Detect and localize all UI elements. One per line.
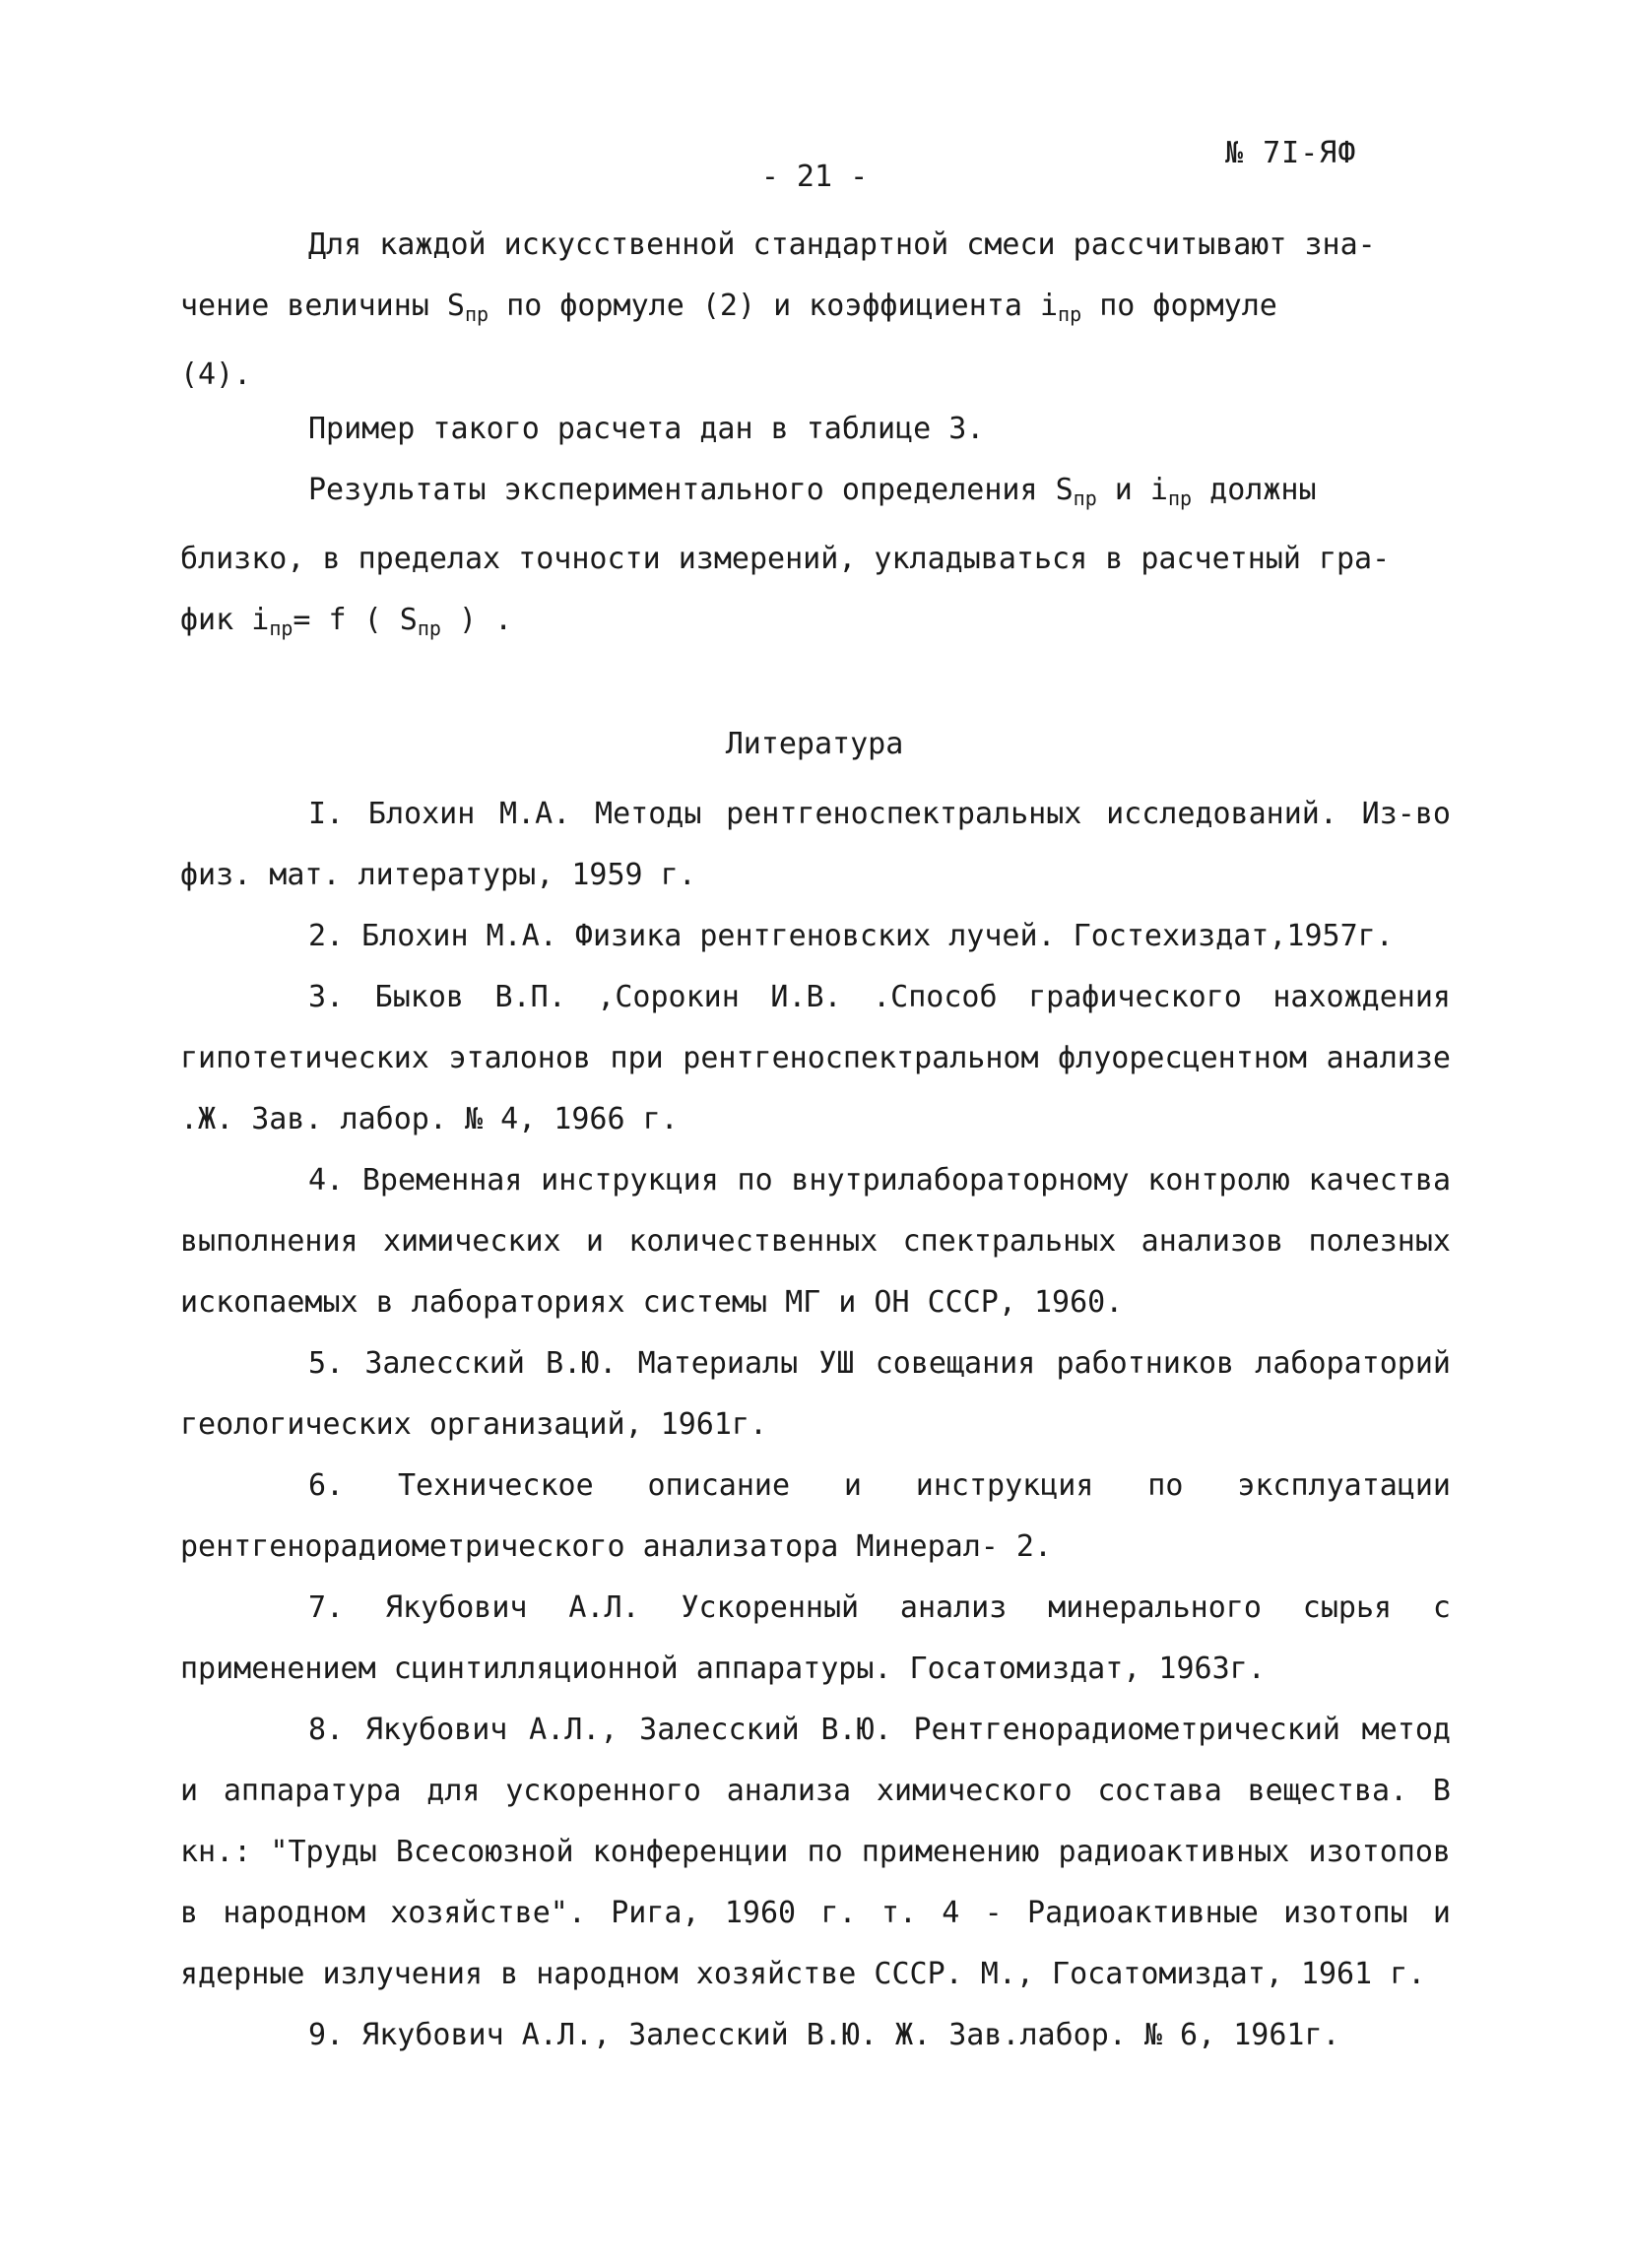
doc-code: № 7I-ЯФ xyxy=(1225,136,1357,170)
p3-line-3 xyxy=(180,603,513,640)
p3-text-d: фик i xyxy=(180,603,270,637)
paragraph-2: Пример такого расчета дан в таблице 3. xyxy=(308,412,985,446)
p1-line-2 xyxy=(180,289,1277,326)
p3-sub-2: пр xyxy=(1168,486,1193,510)
reference-item-7: 7. Якубович А.Л. Ускоренный анализ минерального сырья с применением сцинтилляционной аппаратуры. Госатомиздат, 1963г. xyxy=(180,1590,1451,1686)
reference-item-4: 4. Временная инструкция по внутрилабораторному контролю качества выполнения химических и количественных спектральных анализов полезных ископаемых в лабораториях системы МГ и ОН СССР, 1960. xyxy=(180,1163,1451,1320)
p3-text-a: Результаты экспериментального определения S xyxy=(308,473,1074,507)
reference-item-9: 9. Якубович А.Л., Залесский В.Ю. Ж. Зав.лабор. № 6, 1961г. xyxy=(308,2018,1340,2052)
p1-text-c: по формуле xyxy=(1081,289,1277,323)
p3-sub-3: пр xyxy=(269,616,293,640)
reference-item-6: 6. Техническое описание и инструкция по эксплуатации рентгенорадиометрического анализатора Минерал- 2. xyxy=(180,1468,1451,1564)
reference-item-1: I. Блохин М.А. Методы рентгеноспектральных исследований. Из-во физ. мат. литературы, 1959 г. xyxy=(180,797,1451,892)
reference-item-3: 3. Быков В.П. ,Сорокин И.В. .Способ графического нахождения гипотетических эталонов при рентгеноспектральном флуоресцентном анализе .Ж. Зав. лабор. № 4, 1966 г. xyxy=(180,980,1451,1136)
p1-sub-1: пр xyxy=(464,302,489,326)
paragraph-3 xyxy=(180,460,1451,659)
p3-sub-1: пр xyxy=(1073,486,1097,510)
p3-text-f: ) . xyxy=(440,603,513,637)
p3-text-b: и i xyxy=(1096,473,1168,507)
reference-item-5: 5. Залесский В.Ю. Материалы УШ совещания работников лабораторий геологических организаций, 1961г. xyxy=(180,1346,1451,1442)
references-heading: Литература xyxy=(725,727,904,761)
p3-line-1 xyxy=(308,473,1317,510)
reference-item-8: 8. Якубович А.Л., Залесский В.Ю. Рентгенорадиометрический метод и аппаратура для ускоренного анализа химического состава вещества. В кн.: "Труды Всесоюзной конференции по применению радиоактивных изотопов в народном хозяйстве". Рига, 1960 г. т. 4 - Радиоактивные изотопы и ядерные излучения в народном хозяйстве СССР. М., Госатомиздат, 1961 г. xyxy=(180,1713,1451,1991)
p3-text-e: = f ( S xyxy=(293,603,418,637)
page-number: - 21 - xyxy=(760,160,869,194)
p1-text-b: по формуле (2) и коэффициента i xyxy=(489,289,1059,323)
reference-item-2: 2. Блохин М.А. Физика рентгеновских лучей. Гостехиздат,1957г. xyxy=(308,919,1394,953)
p1-text-a: чение величины S xyxy=(180,289,465,323)
p3-sub-4: пр xyxy=(417,616,441,640)
p3-line-2: близко, в пределах точности измерений, укладываться в расчетный гра- xyxy=(180,542,1391,576)
paragraph-1 xyxy=(180,215,1451,406)
p1-sub-2: пр xyxy=(1058,302,1082,326)
p3-text-c: должны xyxy=(1192,473,1317,507)
p1-line-1: Для каждой искусственной стандартной смеси рассчитывают зна- xyxy=(308,227,1376,262)
p1-line-3: (4). xyxy=(180,357,252,392)
